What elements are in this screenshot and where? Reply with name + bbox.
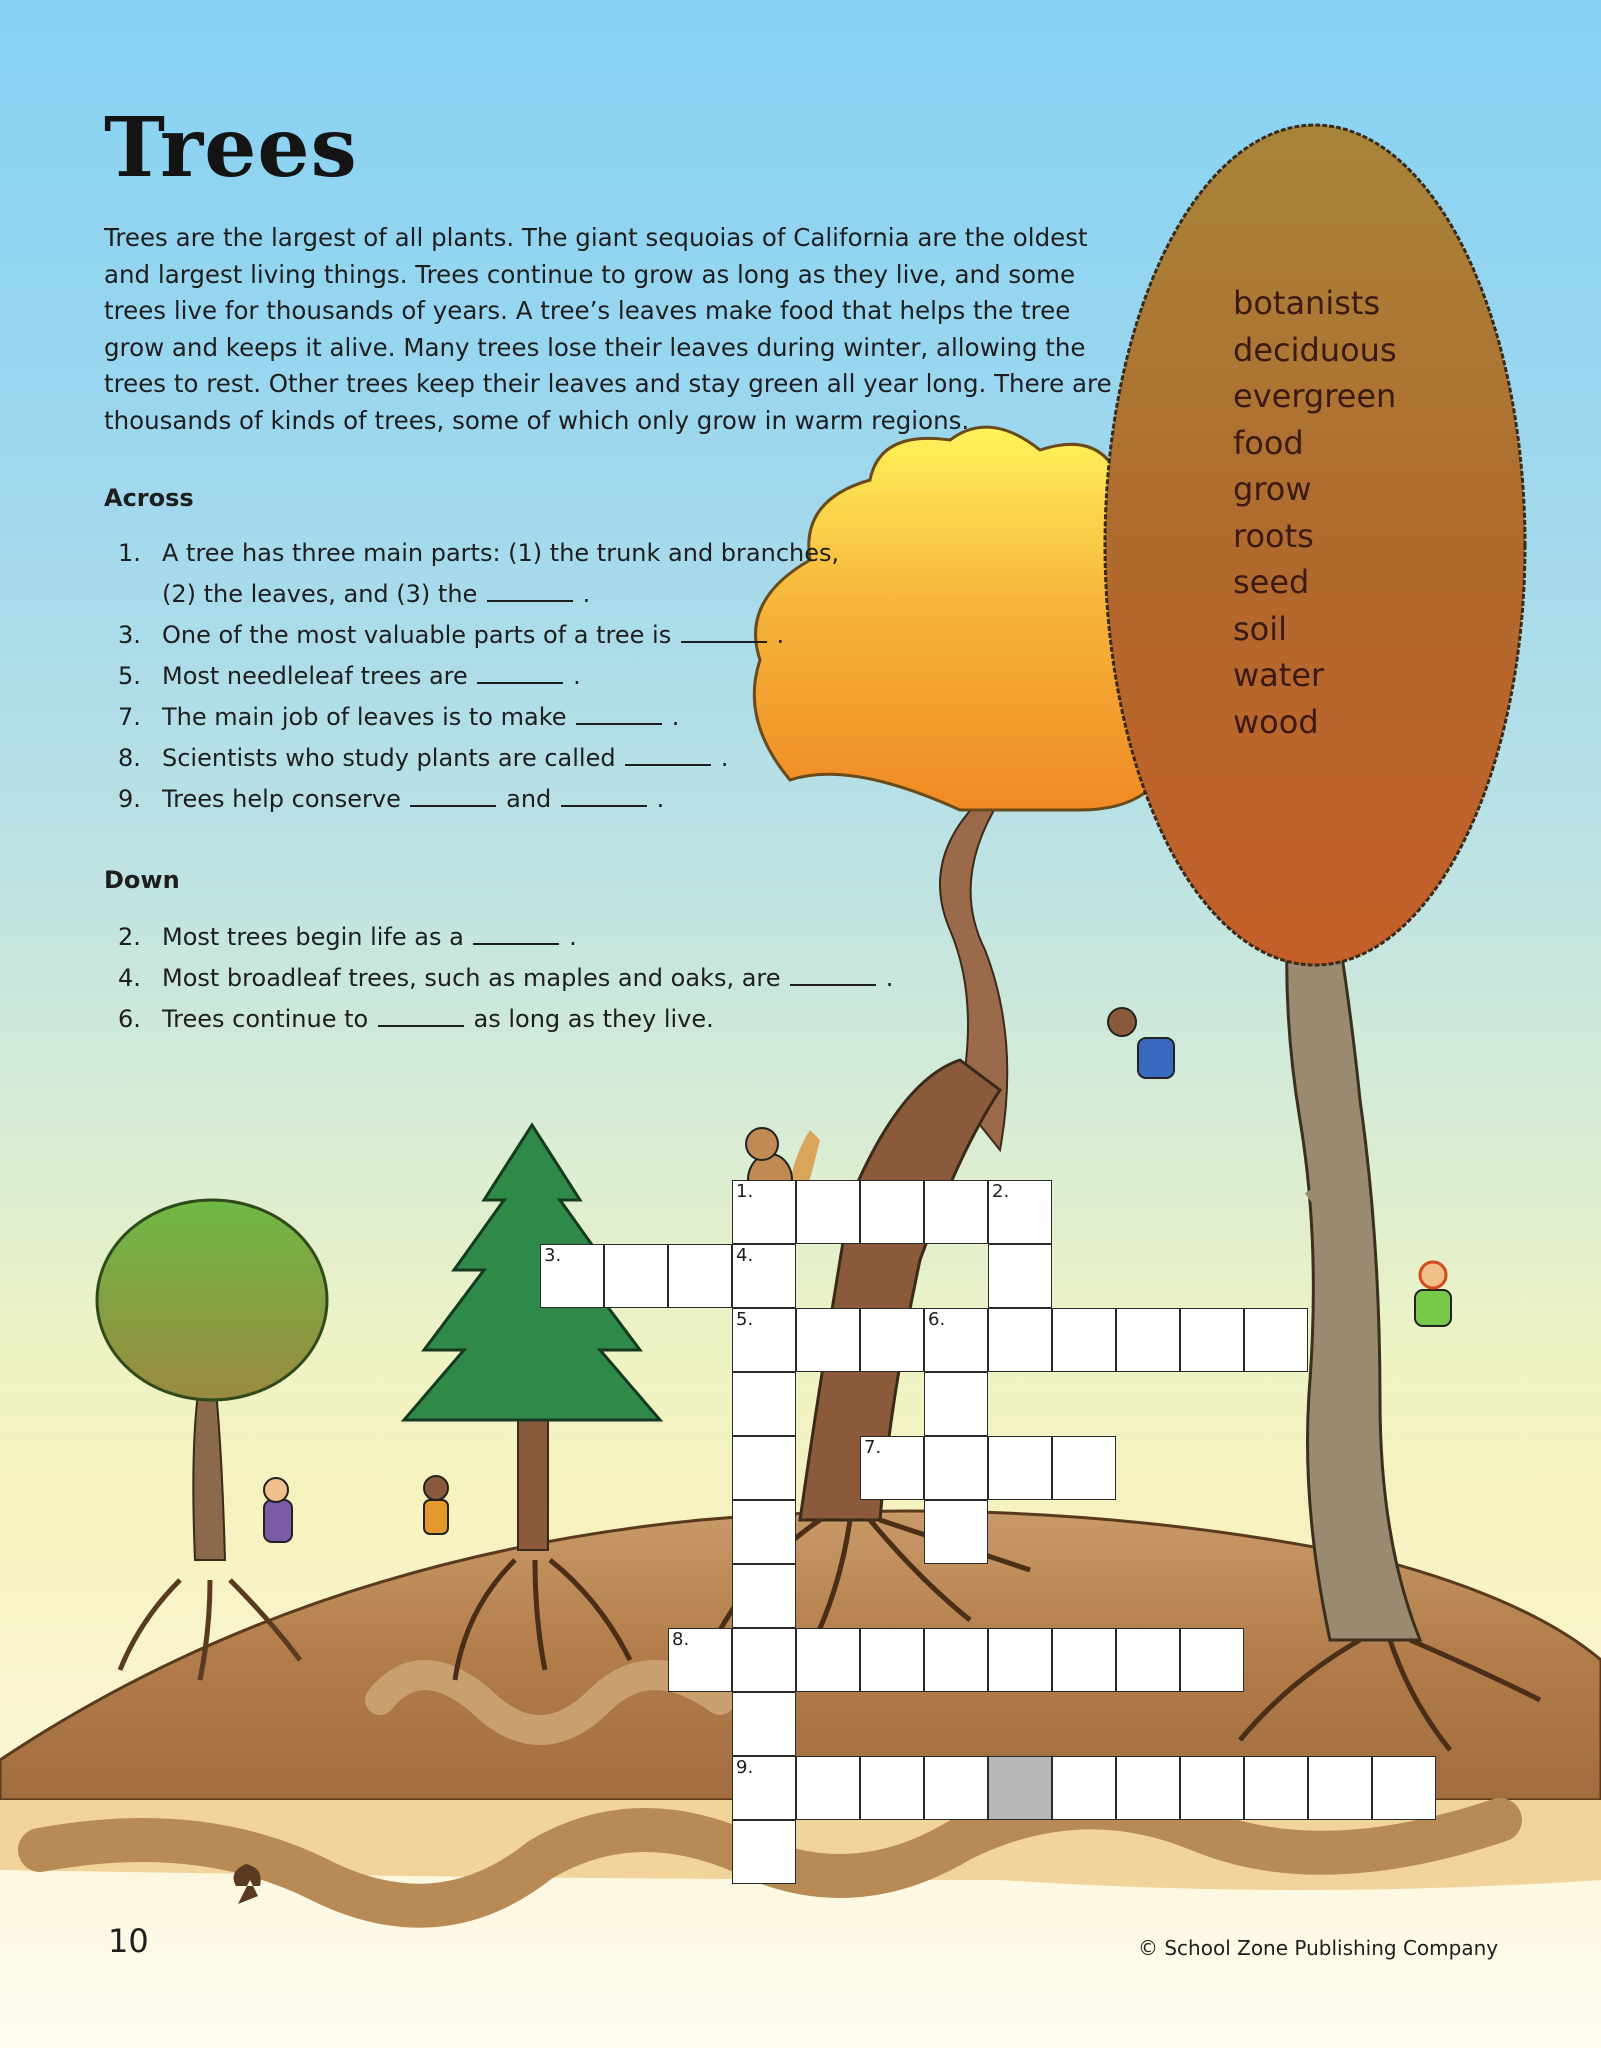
crossword-cell[interactable] xyxy=(1244,1756,1308,1820)
clue-end: . xyxy=(569,923,577,951)
cell-number: 9. xyxy=(736,1757,754,1778)
word-bank-item: botanists xyxy=(1233,284,1381,322)
clue-number: 9. xyxy=(118,785,141,813)
word-bank-item: roots xyxy=(1233,516,1314,555)
crossword-cell[interactable] xyxy=(732,1820,796,1884)
clue-end: . xyxy=(656,785,665,813)
crossword-cell[interactable] xyxy=(924,1628,988,1692)
intro-line: trees live for thousands of years. A tree’s leaves make food that helps the tree xyxy=(104,296,1071,325)
clue-pre: Trees help conserve xyxy=(162,785,401,813)
clue-number: 4. xyxy=(118,964,141,992)
page-number: 10 xyxy=(108,1922,149,1960)
clue-pre: Most needleleaf trees are xyxy=(162,662,468,690)
cell-number: 3. xyxy=(544,1245,562,1266)
word-bank-item: seed xyxy=(1233,563,1310,601)
crossword-cell[interactable] xyxy=(988,1244,1052,1308)
crossword-cell[interactable] xyxy=(668,1628,732,1692)
clue-end: . xyxy=(885,964,894,992)
crossword-cell[interactable] xyxy=(796,1628,860,1692)
crossword-cell[interactable] xyxy=(860,1180,924,1244)
word-bank-item: water xyxy=(1233,656,1325,694)
crossword-cell[interactable] xyxy=(988,1628,1052,1692)
crossword-cell[interactable] xyxy=(924,1436,988,1500)
clue-number: 5. xyxy=(118,662,141,690)
crossword-cell[interactable] xyxy=(732,1692,796,1756)
crossword-cell[interactable] xyxy=(732,1756,796,1820)
crossword-cell[interactable] xyxy=(1116,1308,1180,1372)
intro-line: Trees are the largest of all plants. The giant sequoias of California are the oldest xyxy=(104,223,1088,252)
crossword-cell[interactable] xyxy=(1244,1308,1308,1372)
word-bank-item: grow xyxy=(1233,470,1312,508)
clue-end: . xyxy=(720,744,729,772)
clue-number: 6. xyxy=(118,1005,141,1033)
crossword-cell[interactable] xyxy=(1116,1628,1180,1692)
crossword-cell[interactable] xyxy=(860,1628,924,1692)
crossword-cell[interactable] xyxy=(924,1372,988,1436)
clue-pre: Most trees begin life as a xyxy=(162,923,464,951)
intro-line: grow and keeps it alive. Many trees lose their leaves during winter, allowing the xyxy=(104,332,1086,362)
crossword-cell[interactable] xyxy=(924,1180,988,1244)
clue-mid: and xyxy=(506,785,552,813)
page-title: Trees xyxy=(104,100,358,196)
crossword-cell[interactable] xyxy=(860,1308,924,1372)
word-bank-item: food xyxy=(1233,423,1304,462)
crossword-cell[interactable] xyxy=(860,1436,924,1500)
cell-number: 2. xyxy=(992,1181,1010,1202)
clue-number: 3. xyxy=(118,621,141,649)
across-heading: Across xyxy=(104,484,194,512)
crossword-cell[interactable] xyxy=(796,1308,860,1372)
clue-pre: The main job of leaves is to make xyxy=(162,703,567,731)
down-heading: Down xyxy=(104,866,180,894)
crossword-cell[interactable] xyxy=(732,1244,796,1308)
crossword-cell[interactable] xyxy=(988,1180,1052,1244)
cell-number: 7. xyxy=(864,1437,882,1458)
clue-text-line: (2) the leaves, and (3) the xyxy=(162,580,478,608)
cell-number: 4. xyxy=(736,1245,754,1266)
clue-pre: Scientists who study plants are called xyxy=(162,744,616,772)
crossword-cell[interactable] xyxy=(1180,1308,1244,1372)
crossword-cell[interactable] xyxy=(860,1756,924,1820)
word-bank-item: evergreen xyxy=(1233,377,1397,415)
crossword-cell[interactable] xyxy=(988,1308,1052,1372)
clue-number: 7. xyxy=(118,703,141,731)
clue-pre: One of the most valuable parts of a tree is xyxy=(162,621,672,649)
crossword-blocked-cell xyxy=(988,1756,1052,1820)
clue-end: . xyxy=(582,580,591,608)
crossword-cell[interactable] xyxy=(924,1756,988,1820)
cell-number: 1. xyxy=(736,1181,754,1202)
crossword-cell[interactable] xyxy=(1052,1308,1116,1372)
crossword-cell[interactable] xyxy=(732,1564,796,1628)
crossword-cell[interactable] xyxy=(668,1244,732,1308)
crossword-cell[interactable] xyxy=(732,1500,796,1564)
intro-line: trees to rest. Other trees keep their leaves and stay green all year long. There are xyxy=(104,369,1112,398)
crossword-cell[interactable] xyxy=(732,1372,796,1436)
crossword-cell[interactable] xyxy=(1180,1628,1244,1692)
cell-number: 8. xyxy=(672,1629,690,1650)
word-bank-item: soil xyxy=(1233,609,1288,648)
crossword-cell[interactable] xyxy=(732,1628,796,1692)
clue-end: . xyxy=(671,703,680,731)
word-bank-item: deciduous xyxy=(1233,330,1397,369)
intro-line: thousands of kinds of trees, some of which only grow in warm regions. xyxy=(104,405,970,435)
clue-text-line: A tree has three main parts: (1) the trunk and branches, xyxy=(162,539,840,567)
crossword-cell[interactable] xyxy=(1372,1756,1436,1820)
copyright-notice: © School Zone Publishing Company xyxy=(1138,1936,1499,1960)
clue-number: 8. xyxy=(118,744,141,772)
crossword-cell[interactable] xyxy=(604,1244,668,1308)
clue-pre: Most broadleaf trees, such as maples and oaks, are xyxy=(162,964,781,992)
crossword-cell[interactable] xyxy=(796,1756,860,1820)
crossword-cell[interactable] xyxy=(1052,1436,1116,1500)
cell-number: 5. xyxy=(736,1309,754,1330)
clue-end: . xyxy=(573,662,581,690)
clue-post: as long as they live. xyxy=(473,1005,714,1033)
cell-number: 6. xyxy=(928,1309,946,1330)
crossword-cell[interactable] xyxy=(732,1308,796,1372)
crossword-cell[interactable] xyxy=(988,1436,1052,1500)
clue-number: 1. xyxy=(118,539,141,567)
clue-end: . xyxy=(776,621,785,649)
crossword-cell[interactable] xyxy=(1116,1756,1180,1820)
crossword-cell[interactable] xyxy=(732,1180,796,1244)
crossword-cell[interactable] xyxy=(732,1436,796,1500)
crossword-cell[interactable] xyxy=(1052,1756,1116,1820)
crossword-cell[interactable] xyxy=(540,1244,604,1308)
crossword-cell[interactable] xyxy=(796,1180,860,1244)
crossword-cell[interactable] xyxy=(1180,1756,1244,1820)
word-bank-item: wood xyxy=(1233,702,1319,741)
crossword-cell[interactable] xyxy=(924,1308,988,1372)
clue-pre: Trees continue to xyxy=(162,1005,369,1033)
intro-line: and largest living things. Trees continue to grow as long as they live, and some xyxy=(104,259,1076,289)
crossword-cell[interactable] xyxy=(1052,1628,1116,1692)
clue-number: 2. xyxy=(118,923,141,951)
crossword-cell[interactable] xyxy=(1308,1756,1372,1820)
crossword-cell[interactable] xyxy=(924,1500,988,1564)
